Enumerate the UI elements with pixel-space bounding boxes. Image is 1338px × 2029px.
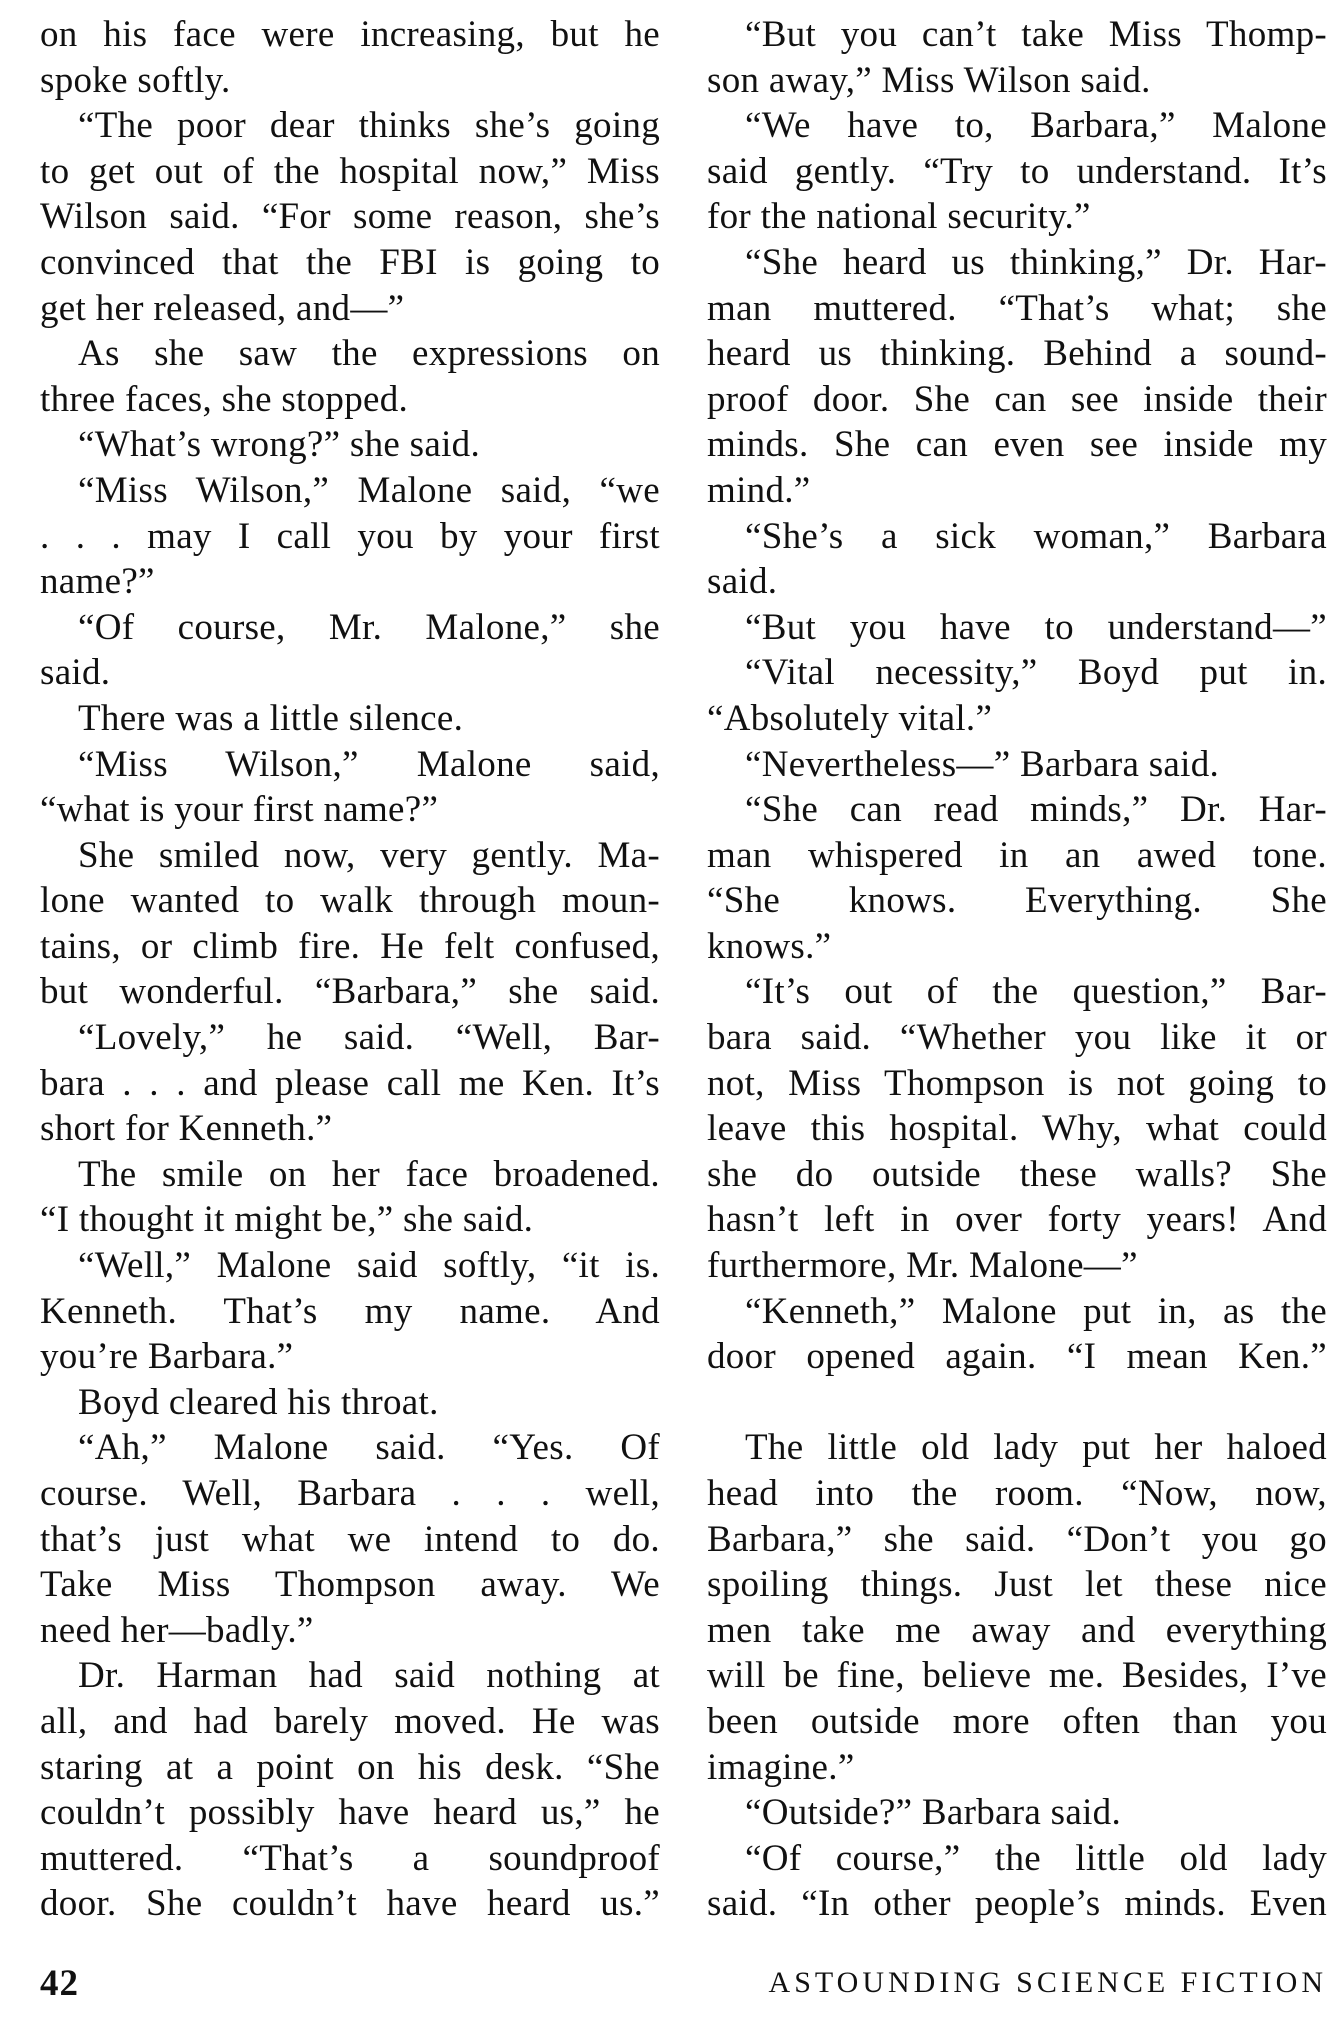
text-line: “Miss Wilson,” Malone said, bbox=[78, 743, 660, 785]
text-line: “It’s out of the question,” Bar- bbox=[745, 971, 1327, 1013]
text-line: heard us thinking. Behind a sound- bbox=[707, 333, 1327, 375]
text-line: “Ah,” Malone said. “Yes. Of bbox=[78, 1427, 660, 1469]
text-line: “Kenneth,” Malone put in, as the bbox=[745, 1290, 1327, 1332]
text-line: tains, or climb fire. He felt confused, bbox=[40, 925, 660, 967]
text-line: said. bbox=[40, 652, 111, 694]
text-line: man muttered. “That’s what; she bbox=[707, 287, 1327, 329]
text-line: knows.” bbox=[707, 925, 832, 967]
text-line: “The poor dear thinks she’s going bbox=[78, 105, 660, 147]
text-line: “Well,” Malone said softly, “it is. bbox=[78, 1245, 660, 1287]
text-line: Boyd cleared his throat. bbox=[78, 1381, 439, 1423]
text-line: head into the room. “Now, now, bbox=[707, 1473, 1327, 1514]
text-line: that’s just what we intend to do. bbox=[40, 1518, 660, 1560]
text-line: “Absolutely vital.” bbox=[707, 697, 993, 739]
text-line: door opened again. “I mean Ken.” bbox=[707, 1336, 1327, 1378]
text-line: “Vital necessity,” Boyd put in. bbox=[745, 652, 1327, 694]
text-line: couldn’t possibly have heard us,” he bbox=[40, 1792, 660, 1834]
text-line: There was a little silence. bbox=[78, 697, 464, 739]
text-line: “Outside?” Barbara said. bbox=[745, 1792, 1122, 1834]
text-line: to get out of the hospital now,” Miss bbox=[40, 150, 660, 192]
text-line: furthermore, Mr. Malone—” bbox=[707, 1245, 1138, 1287]
text-line: three faces, she stopped. bbox=[40, 378, 409, 420]
text-line: lone wanted to walk through moun- bbox=[40, 880, 660, 922]
text-line: been outside more often than you bbox=[707, 1700, 1327, 1742]
text-line: . . . may I call you by your first bbox=[40, 515, 660, 557]
text-line: hasn’t left in over forty years! And bbox=[707, 1199, 1327, 1241]
text-line: minds. She can even see inside my bbox=[707, 424, 1327, 466]
text-line: “Lovely,” he said. “Well, Bar- bbox=[78, 1017, 660, 1059]
text-line: man whispered in an awed tone. bbox=[707, 834, 1327, 876]
text-line: “But you have to understand—” bbox=[745, 606, 1327, 648]
text-line: on his face were increasing, but he bbox=[40, 14, 660, 55]
text-line: “I thought it might be,” she said. bbox=[40, 1199, 534, 1241]
text-line: men take me away and everything bbox=[707, 1609, 1327, 1651]
text-line: not, Miss Thompson is not going to bbox=[707, 1062, 1327, 1104]
text-line: “She’s a sick woman,” Barbara bbox=[745, 515, 1327, 557]
text-line: course. Well, Barbara . . . well, bbox=[40, 1473, 660, 1514]
text-line: said. “In other people’s minds. Even bbox=[707, 1883, 1327, 1925]
text-line: “Miss Wilson,” Malone said, “we bbox=[78, 469, 660, 511]
text-line: spoke softly. bbox=[40, 59, 231, 101]
text-line: spoiling things. Just let these nice bbox=[707, 1564, 1327, 1606]
text-line: convinced that the FBI is going to bbox=[40, 241, 660, 283]
text-line: She smiled now, very gently. Ma- bbox=[78, 834, 660, 876]
text-line: muttered. “That’s a soundproof bbox=[40, 1837, 660, 1879]
text-line: “She knows. Everything. She bbox=[707, 880, 1327, 922]
text-line: “We have to, Barbara,” Malone bbox=[745, 105, 1327, 147]
left-text-column bbox=[40, 12, 660, 1927]
text-line: “But you can’t take Miss Thomp- bbox=[745, 14, 1327, 55]
text-line: “She can read minds,” Dr. Har- bbox=[745, 789, 1327, 831]
text-line: The smile on her face broadened. bbox=[78, 1153, 660, 1195]
text-line: “Nevertheless—” Barbara said. bbox=[745, 743, 1220, 785]
text-line: Dr. Harman had said nothing at bbox=[78, 1655, 660, 1697]
text-line: all, and had barely moved. He was bbox=[40, 1700, 660, 1742]
text-line: proof door. She can see inside their bbox=[707, 378, 1327, 420]
text-line: for the national security.” bbox=[707, 196, 1091, 238]
text-line: bara . . . and please call me Ken. It’s bbox=[40, 1062, 660, 1104]
text-line: said gently. “Try to understand. It’s bbox=[707, 150, 1327, 192]
text-line: staring at a point on his desk. “She bbox=[40, 1746, 660, 1788]
text-line: bara said. “Whether you like it or bbox=[707, 1017, 1327, 1059]
text-line: leave this hospital. Why, what could bbox=[707, 1108, 1327, 1150]
text-line: will be fine, believe me. Besides, I’ve bbox=[707, 1655, 1327, 1697]
text-line: but wonderful. “Barbara,” she said. bbox=[40, 971, 660, 1013]
right-text-column bbox=[707, 12, 1327, 1927]
text-line: “She heard us thinking,” Dr. Har- bbox=[745, 241, 1327, 283]
text-line: name?” bbox=[40, 561, 155, 603]
text-line: Kenneth. That’s my name. And bbox=[40, 1290, 660, 1332]
text-line: Barbara,” she said. “Don’t you go bbox=[707, 1518, 1327, 1560]
text-line: Take Miss Thompson away. We bbox=[40, 1564, 660, 1606]
text-line: she do outside these walls? She bbox=[707, 1153, 1327, 1195]
text-line: son away,” Miss Wilson said. bbox=[707, 59, 1151, 101]
text-line: “Of course,” the little old lady bbox=[745, 1837, 1327, 1879]
section-break bbox=[707, 1380, 1327, 1426]
text-line: door. She couldn’t have heard us.” bbox=[40, 1883, 660, 1925]
text-line: “Of course, Mr. Malone,” she bbox=[78, 606, 660, 648]
text-line: “what is your first name?” bbox=[40, 789, 439, 831]
text-line: As she saw the expressions on bbox=[78, 333, 660, 375]
page-number: 42 bbox=[40, 1963, 79, 2004]
text-line: get her released, and—” bbox=[40, 287, 405, 329]
text-line: short for Kenneth.” bbox=[40, 1108, 333, 1150]
text-line: you’re Barbara.” bbox=[40, 1336, 294, 1378]
text-line: “What’s wrong?” she said. bbox=[78, 424, 481, 466]
running-footer-title: ASTOUNDING SCIENCE FICTION bbox=[768, 1966, 1327, 1999]
text-line: Wilson said. “For some reason, she’s bbox=[40, 196, 660, 238]
text-line: The little old lady put her haloed bbox=[745, 1427, 1327, 1469]
text-line: need her—badly.” bbox=[40, 1609, 314, 1651]
text-line: mind.” bbox=[707, 469, 811, 511]
text-line: said. bbox=[707, 561, 778, 603]
text-line: imagine.” bbox=[707, 1746, 855, 1788]
